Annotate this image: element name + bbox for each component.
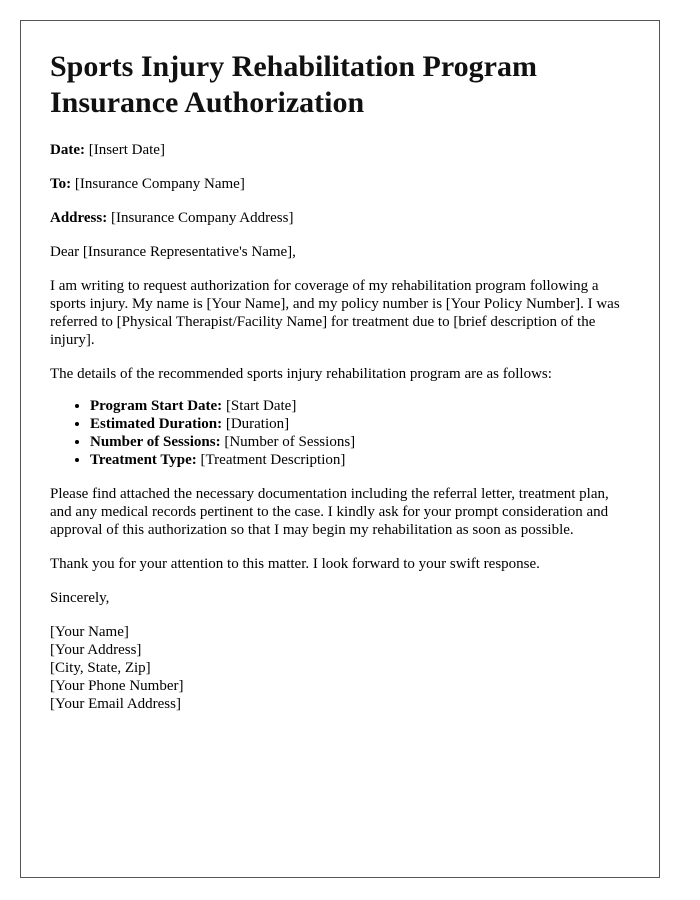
list-item <box>90 433 630 451</box>
signature-email: [Your Email Address] <box>50 696 181 712</box>
address-line <box>50 209 630 227</box>
documentation-paragraph: Please find attached the necessary documentation including the referral letter, treatment plan, and any medical records pertinent to the case. I kindly ask for your prompt consideration and approval of this authorization so that I may begin my rehabilitation as soon as possible. <box>50 486 609 538</box>
letter-page <box>20 20 660 878</box>
duration-label: Estimated Duration: <box>90 416 223 432</box>
address-label: Address: <box>50 210 108 226</box>
to-label: To: <box>50 176 72 192</box>
details-list <box>50 397 630 469</box>
date-label: Date: <box>50 142 85 158</box>
signature-address: [Your Address] <box>50 642 142 658</box>
date-line <box>50 141 630 159</box>
start-date-label: Program Start Date: <box>90 398 223 414</box>
list-item <box>90 397 630 415</box>
signature-phone: [Your Phone Number] <box>50 678 184 694</box>
closing: Sincerely, <box>50 590 110 606</box>
date-value: [Insert Date] <box>84 142 165 158</box>
treatment-type-label: Treatment Type: <box>90 452 197 468</box>
intro-paragraph: I am writing to request authorization for coverage of my rehabilitation program following a sports injury. My name is [Your Name], and my policy number is [Your Policy Number]. I was referred to [Physical Therapist/Facility Name] for treatment due to [brief description of the injury]. <box>50 278 620 348</box>
address-value: [Insurance Company Address] <box>107 210 294 226</box>
thanks-paragraph: Thank you for your attention to this matter. I look forward to your swift response. <box>50 556 540 572</box>
list-item <box>90 415 630 433</box>
signature-block <box>50 623 630 713</box>
list-item <box>90 451 630 469</box>
to-value: [Insurance Company Name] <box>71 176 245 192</box>
duration-value: [Duration] <box>222 416 290 432</box>
to-line <box>50 175 630 193</box>
details-intro: The details of the recommended sports injury rehabilitation program are as follows: <box>50 366 552 382</box>
sessions-label: Number of Sessions: <box>90 434 221 450</box>
start-date-value: [Start Date] <box>222 398 297 414</box>
sessions-value: [Number of Sessions] <box>220 434 356 450</box>
salutation: Dear [Insurance Representative's Name], <box>50 244 296 260</box>
signature-name: [Your Name] <box>50 624 129 640</box>
signature-city-state-zip: [City, State, Zip] <box>50 660 151 676</box>
letter-title: Sports Injury Rehabilitation Program Insurance Authorization <box>50 50 537 119</box>
treatment-type-value: [Treatment Description] <box>196 452 346 468</box>
